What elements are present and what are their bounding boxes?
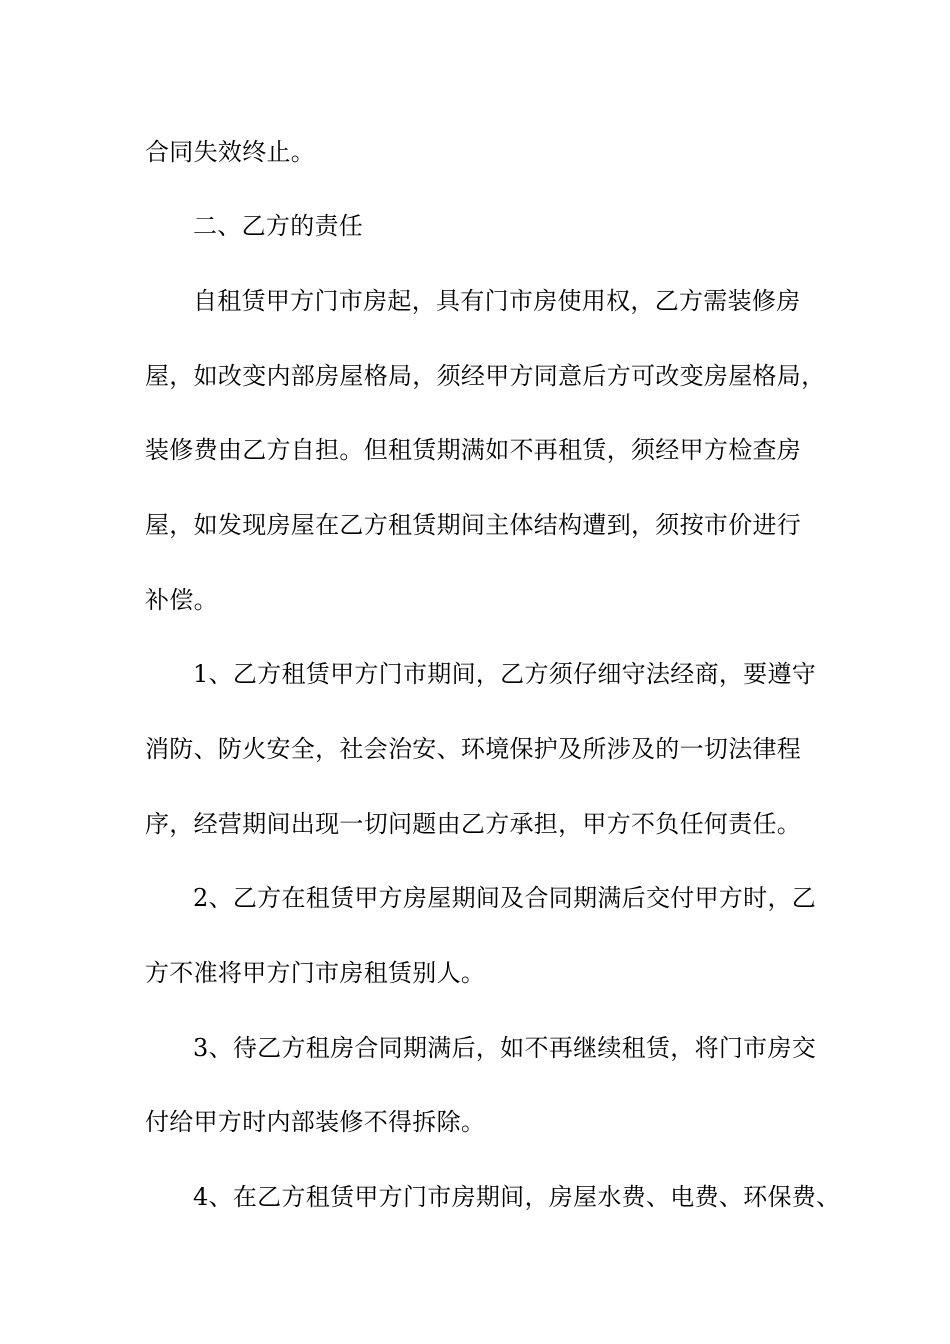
paragraph-line: 1、乙方租赁甲方门市期间，乙方须仔细守法经商，要遵守 xyxy=(193,660,817,688)
paragraph-line: 序，经营期间出现一切问题由乙方承担，甲方不负任何责任。 xyxy=(145,810,802,838)
paragraph-line: 装修费由乙方自担。但租赁期满如不再租赁，须经甲方检查房 xyxy=(145,436,802,464)
paragraph-line: 4、在乙方租赁甲方门市房期间，房屋水费、电费、环保费、 xyxy=(193,1183,841,1211)
paragraph-line: 2、乙方在租赁甲方房屋期间及合同期满后交付甲方时，乙 xyxy=(193,884,817,912)
paragraph-line: 合同失效终止。 xyxy=(145,138,316,166)
paragraph-line: 补偿。 xyxy=(145,586,218,614)
paragraph-line: 3、待乙方租房合同期满后，如不再继续租赁，将门市房交 xyxy=(193,1034,817,1062)
paragraph-line: 屋，如发现房屋在乙方租赁期间主体结构遭到，须按市价进行 xyxy=(145,511,802,539)
paragraph-line: 自租赁甲方门市房起，具有门市房使用权，乙方需装修房 xyxy=(193,287,801,315)
paragraph-line: 屋，如改变内部房屋格局，须经甲方同意后方可改变房屋格局， xyxy=(145,362,826,390)
section-heading: 二、乙方的责任 xyxy=(193,212,364,240)
paragraph-line: 付给甲方时内部装修不得拆除。 xyxy=(145,1108,486,1136)
paragraph-line: 消防、防火安全，社会治安、环境保护及所涉及的一切法律程 xyxy=(145,735,802,763)
paragraph-line: 方不准将甲方门市房租赁别人。 xyxy=(145,959,486,987)
